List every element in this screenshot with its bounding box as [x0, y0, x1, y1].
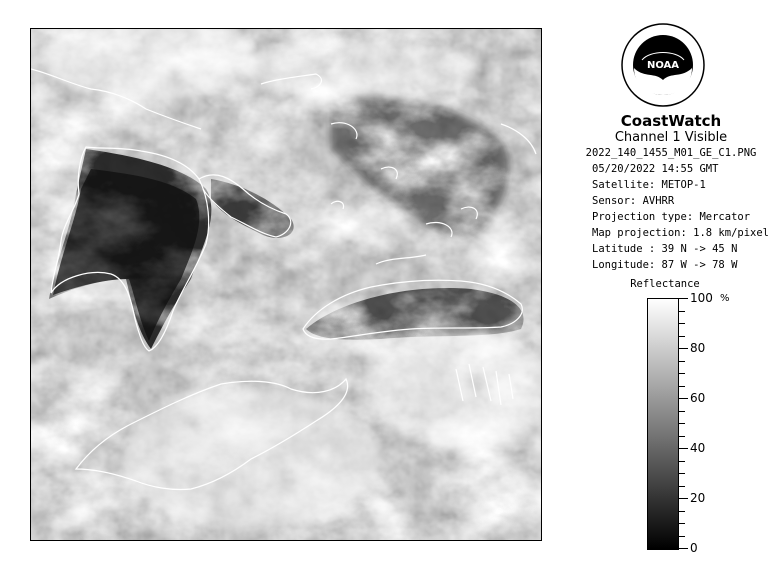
- colorbar-tick: [679, 311, 685, 312]
- colorbar-tick-label: 60: [690, 391, 706, 405]
- colorbar-tick-label: 80: [690, 341, 706, 355]
- latitude-label: Latitude : 39 N -> 45 N: [592, 243, 738, 255]
- map-projection-label: Map projection: 1.8 km/pixel: [592, 227, 770, 239]
- colorbar-tick: [679, 336, 685, 337]
- colorbar-tick: [679, 498, 688, 499]
- satellite-label: Satellite: METOP-1: [592, 179, 706, 191]
- colorbar-tick: [679, 361, 685, 362]
- app-title: CoastWatch: [620, 112, 722, 130]
- colorbar-tick: [679, 536, 685, 537]
- colorbar-tick: [679, 461, 685, 462]
- colorbar-tick: [679, 323, 685, 324]
- colorbar-tick: [679, 298, 688, 299]
- colorbar-tick: [679, 386, 685, 387]
- colorbar-tick: [679, 548, 688, 549]
- colorbar-tick-label: 20: [690, 491, 706, 505]
- colorbar-label: Reflectance: [630, 278, 700, 290]
- colorbar-tick: [679, 511, 685, 512]
- noaa-logo: [620, 22, 706, 108]
- logo-text: NOAA: [646, 60, 680, 71]
- colorbar-tick: [679, 486, 685, 487]
- colorbar-tick-label: 40: [690, 441, 706, 455]
- colorbar-unit: %: [720, 293, 730, 304]
- projection-type-label: Projection type: Mercator: [592, 211, 751, 223]
- colorbar: [647, 298, 679, 550]
- colorbar-tick-label: 100: [690, 291, 713, 305]
- colorbar-tick: [679, 448, 688, 449]
- colorbar-tick: [679, 523, 685, 524]
- longitude-label: Longitude: 87 W -> 78 W: [592, 259, 738, 271]
- colorbar-tick: [679, 398, 688, 399]
- satellite-image-canvas: [31, 29, 541, 540]
- colorbar-tick: [679, 436, 685, 437]
- colorbar-tick: [679, 411, 685, 412]
- colorbar-tick: [679, 423, 685, 424]
- colorbar-tick: [679, 373, 685, 374]
- datetime-label: 05/20/2022 14:55 GMT: [592, 163, 719, 175]
- filename-label: 2022_140_1455_M01_GE_C1.PNG: [585, 147, 757, 159]
- channel-subtitle: Channel 1 Visible: [614, 130, 728, 145]
- colorbar-tick-label: 0: [690, 541, 698, 555]
- noaa-logo-icon: [620, 22, 706, 108]
- satellite-image: [30, 28, 542, 541]
- colorbar-tick: [679, 348, 688, 349]
- colorbar-tick: [679, 473, 685, 474]
- sensor-label: Sensor: AVHRR: [592, 195, 675, 207]
